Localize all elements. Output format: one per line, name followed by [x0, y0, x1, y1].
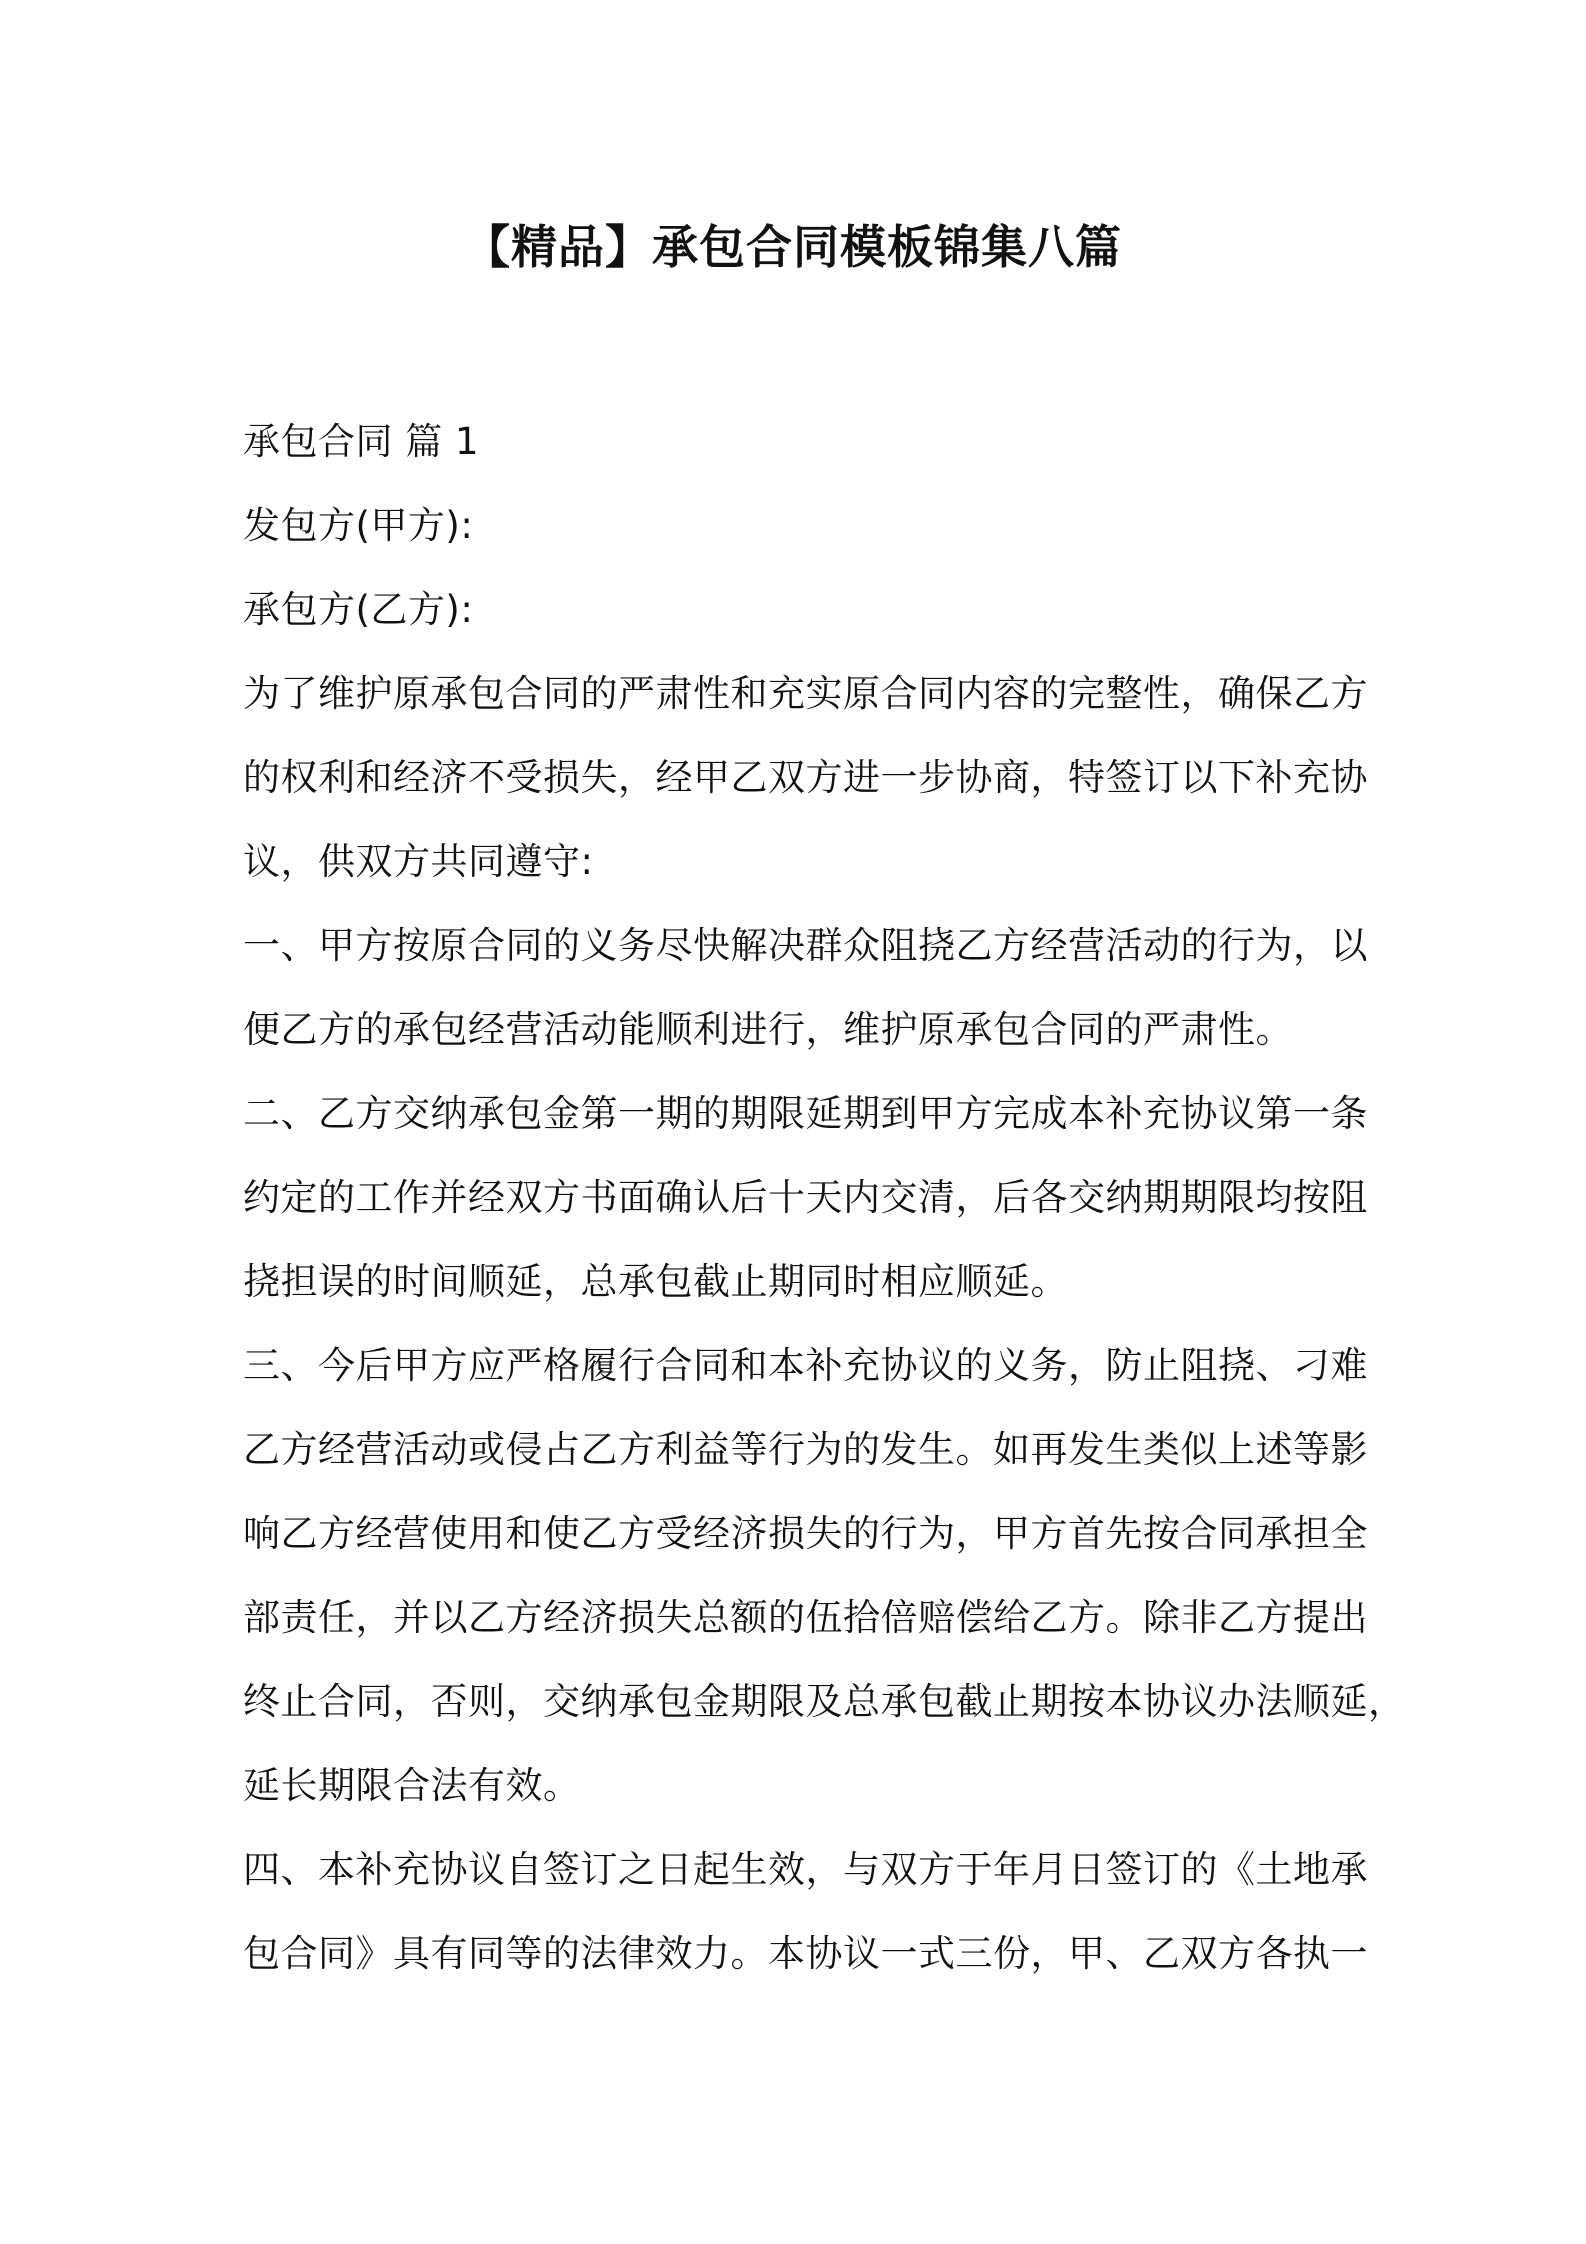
text-line: 乙方经营活动或侵占乙方利益等行为的发生。如再发生类似上述等影 [243, 1428, 1368, 1471]
party-b-line: 承包方(乙方): [243, 588, 474, 631]
text-line: 约定的工作并经双方书面确认后十天内交清，后各交纳期期限均按阻 [243, 1176, 1368, 1219]
text-line: 议，供双方共同遵守: [243, 840, 594, 883]
text-line: 包合同》具有同等的法律效力。本协议一式三份，甲、乙双方各执一 [243, 1932, 1368, 1975]
text-line: 延长期限合法有效。 [243, 1764, 581, 1807]
text-line: 的权利和经济不受损失，经甲乙双方进一步协商，特签订以下补充协 [243, 756, 1368, 799]
party-a-line: 发包方(甲方): [243, 504, 474, 547]
text-line: 一、甲方按原合同的义务尽快解决群众阻挠乙方经营活动的行为，以 [243, 924, 1368, 967]
section-heading: 承包合同 篇 1 [243, 420, 480, 463]
text-line: 部责任，并以乙方经济损失总额的伍拾倍赔偿给乙方。除非乙方提出 [243, 1596, 1368, 1639]
text-line: 挠担误的时间顺延，总承包截止期同时相应顺延。 [243, 1260, 1068, 1303]
document-title: 【精品】承包合同模板锦集八篇 [464, 220, 1122, 274]
text-line: 为了维护原承包合同的严肃性和充实原合同内容的完整性，确保乙方 [243, 672, 1368, 715]
text-line: 二、乙方交纳承包金第一期的期限延期到甲方完成本补充协议第一条 [243, 1092, 1368, 1135]
text-line: 便乙方的承包经营活动能顺利进行，维护原承包合同的严肃性。 [243, 1008, 1293, 1051]
text-line: 三、今后甲方应严格履行合同和本补充协议的义务，防止阻挠、刁难 [243, 1344, 1368, 1387]
text-line: 终止合同，否则，交纳承包金期限及总承包截止期按本协议办法顺延， [243, 1680, 1406, 1723]
text-line: 响乙方经营使用和使乙方受经济损失的行为，甲方首先按合同承担全 [243, 1512, 1368, 1555]
document-body [243, 400, 1406, 1996]
text-line: 四、本补充协议自签订之日起生效，与双方于年月日签订的《土地承 [243, 1848, 1368, 1891]
